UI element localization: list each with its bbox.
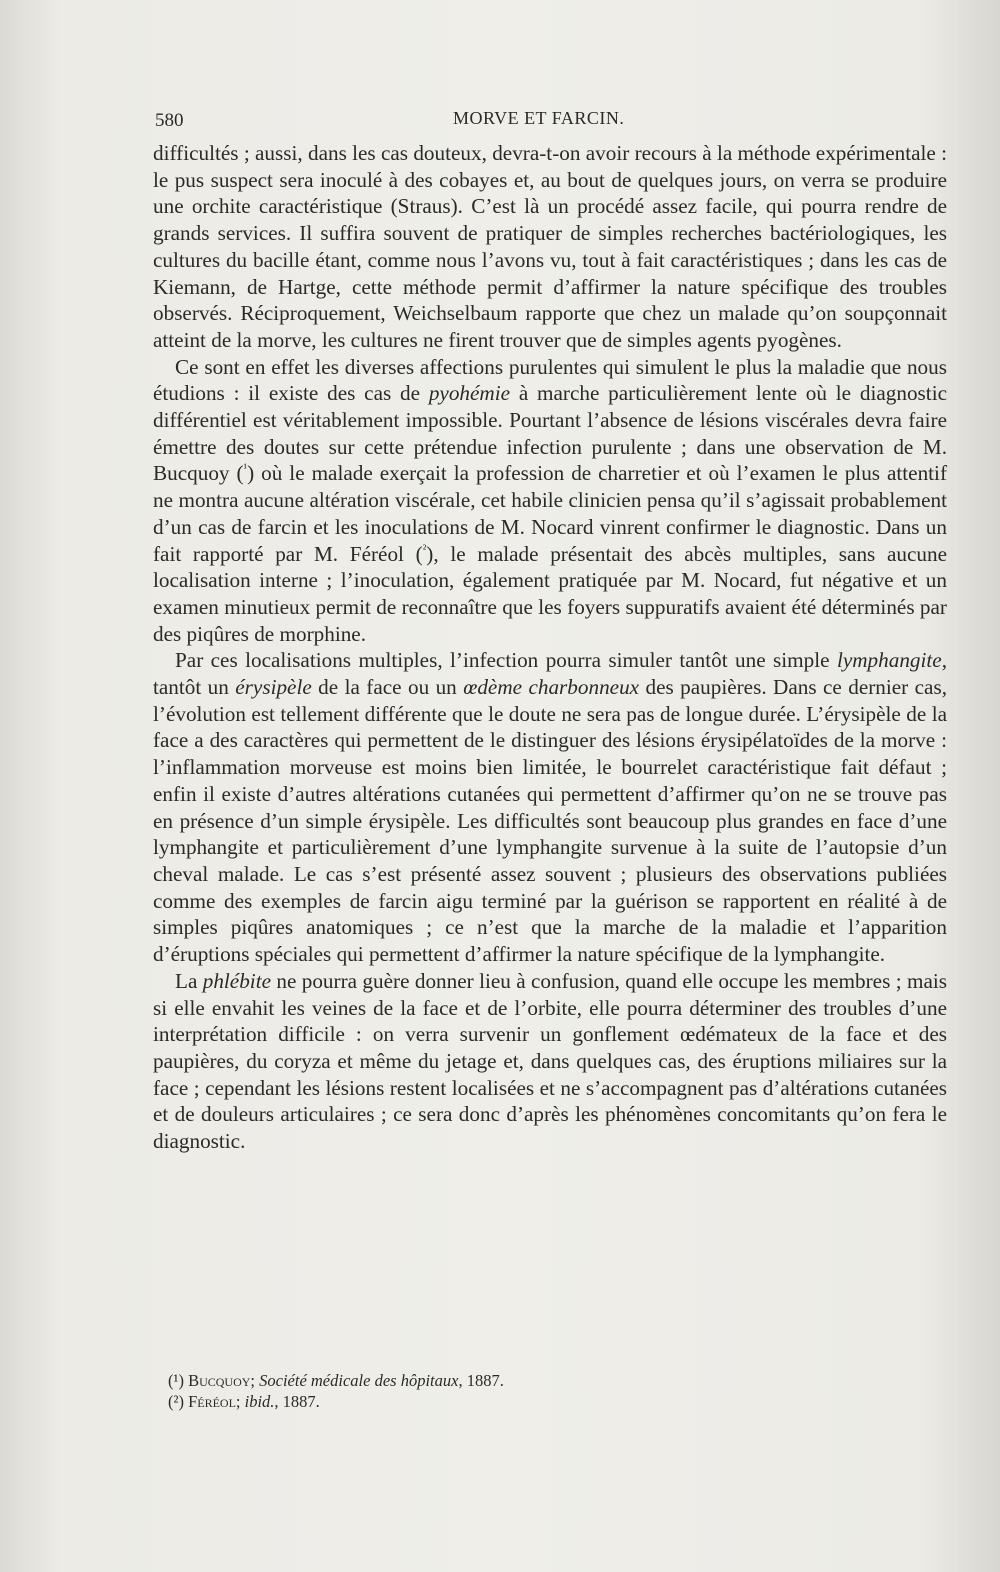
paragraph	[153, 647, 947, 967]
text-run: de la face ou un	[311, 675, 464, 700]
italic-term: phlébite	[202, 968, 271, 993]
footnote-marker: (¹)	[168, 1371, 184, 1390]
body-text	[153, 140, 947, 1155]
italic-term: lymphangite	[836, 648, 942, 673]
footnote-marker: (²)	[168, 1392, 184, 1411]
footnote	[168, 1370, 928, 1391]
footnotes	[168, 1370, 928, 1412]
text-run: à marche particulièrement lente où le diagnostic différentiel est véritablement impossible. Pourtant l’absence de lésions viscérales devra faire émettre des doutes sur cette prétendue infection purulente ; dans une observation de M. Bucquoy (	[153, 381, 947, 486]
paragraph	[153, 968, 947, 1155]
running-title: MORVE ET FARCIN.	[453, 108, 625, 128]
page-header	[155, 106, 945, 136]
footnote-reference: ²	[422, 541, 427, 556]
text-run: Par ces localisations multiples, l’infection pourra simuler tantôt une simple	[175, 648, 837, 673]
footnote-separator: ;	[250, 1371, 260, 1390]
footnote	[168, 1391, 928, 1412]
text-run: ) où le malade exerçait la profession de charretier et où l’examen le plus attentif ne montra aucune altération viscérale, cet habile clinicien pensa qu’il s’agissait probablement d’un cas de farcin et les inoculations de M. Nocard vinrent confirmer le diagnostic. Dans un fait rapporté par M. Féréol (	[153, 461, 947, 566]
italic-term: œdème charbonneux	[463, 675, 640, 700]
footnote-reference: ¹	[243, 461, 248, 476]
italic-term: érysipèle	[235, 675, 312, 700]
footnote-source: ibid.	[244, 1392, 275, 1411]
footnote-author: Féréol	[188, 1392, 236, 1411]
footnote-author: Bucquoy	[188, 1371, 251, 1390]
page-number: 580	[155, 110, 184, 131]
footnote-source: Société médicale des hôpitaux	[259, 1371, 459, 1390]
text-run: ), le malade présentait des abcès multiples, sans aucune localisation interne ; l’inoculation, également pratiquée par M. Nocard, fut négative et un examen minutieux permit de reconnaître que les foyers suppuratifs avaient été déterminés par des piqûres de morphine.	[153, 541, 947, 646]
text-run: difficultés ; aussi, dans les cas douteux, devra-t-on avoir recours à la méthode expérimentale : le pus suspect sera inoculé à des cobayes et, au bout de quelques jours, on verra se produire une orchite caractéristique (Straus). C’est là un procédé assez facile, qui pourra rendre de grands services. Il suffira souvent de pratiquer de simples recherches bactériologiques, les cultures du bacille étant, comme nous l’avons vu, tout à fait caractéristiques ; dans les cas de Kiemann, de Hartge, cette méthode permit d’affirmer la nature spécifique des troubles observés. Réciproquement, Weichselbaum rapporte que chez un malade qu’on soupçonnait atteint de la morve, les cultures ne firent trouver que de simples agents pyogènes.	[153, 141, 947, 352]
text-run: des paupières. Dans ce dernier cas, l’évolution est tellement différente que le doute ne sera pas de longue durée. L’érysipèle de la face a des caractères qui permettent de le distinguer des lésions érysipélatoïdes de la morve : l’inflammation morveuse est moins bien limitée, le bourrelet caractéristique fait défaut ; enfin il existe d’autres altérations cutanées qui permettent d’affirmer qu’on ne se trouve pas en présence d’un simple érysipèle. Les difficultés sont beaucoup plus grandes en face d’une lymphangite et particulièrement d’une lymphangite survenue à la suite de l’autopsie d’un cheval malade. Le cas s’est présenté assez souvent ; plusieurs des observations publiées comme des exemples de farcin aigu terminé par la guérison se rapportent en réalité à de simples piqûres anatomiques ; ce n’est que la marche de la maladie et l’apparition d’éruptions spéciales qui permettent d’affirmer la nature spécifique de la lymphangite.	[153, 675, 947, 967]
paragraph	[153, 354, 947, 648]
text-run: ne pourra guère donner lieu à confusion, quand elle occupe les membres ; mais si elle envahit les veines de la face et de l’orbite, elle pourra déterminer des troubles d’une interprétation difficile : on verra survenir un gonflement œdémateux de la face et des paupières, du coryza et même du jetage et, dans quelques cas, des éruptions miliaires sur la face ; cependant les lésions restent localisées et ne s’accompagnent pas d’altérations cutanées et de douleurs articulaires ; ce sera donc d’après les phénomènes concomitants qu’on fera le diagnostic.	[153, 968, 947, 1154]
text-run: , tantôt un	[153, 648, 947, 700]
footnote-year: , 1887.	[274, 1392, 320, 1411]
paragraph	[153, 140, 947, 354]
footnote-separator: ;	[235, 1392, 245, 1411]
text-run: Ce sont en effet les diverses affections purulentes qui simulent le plus la maladie que nous étudions : il existe des cas de	[153, 354, 947, 406]
text-run: La	[175, 968, 203, 993]
footnote-year: , 1887.	[458, 1371, 504, 1390]
italic-term: pyohémie	[428, 381, 511, 406]
